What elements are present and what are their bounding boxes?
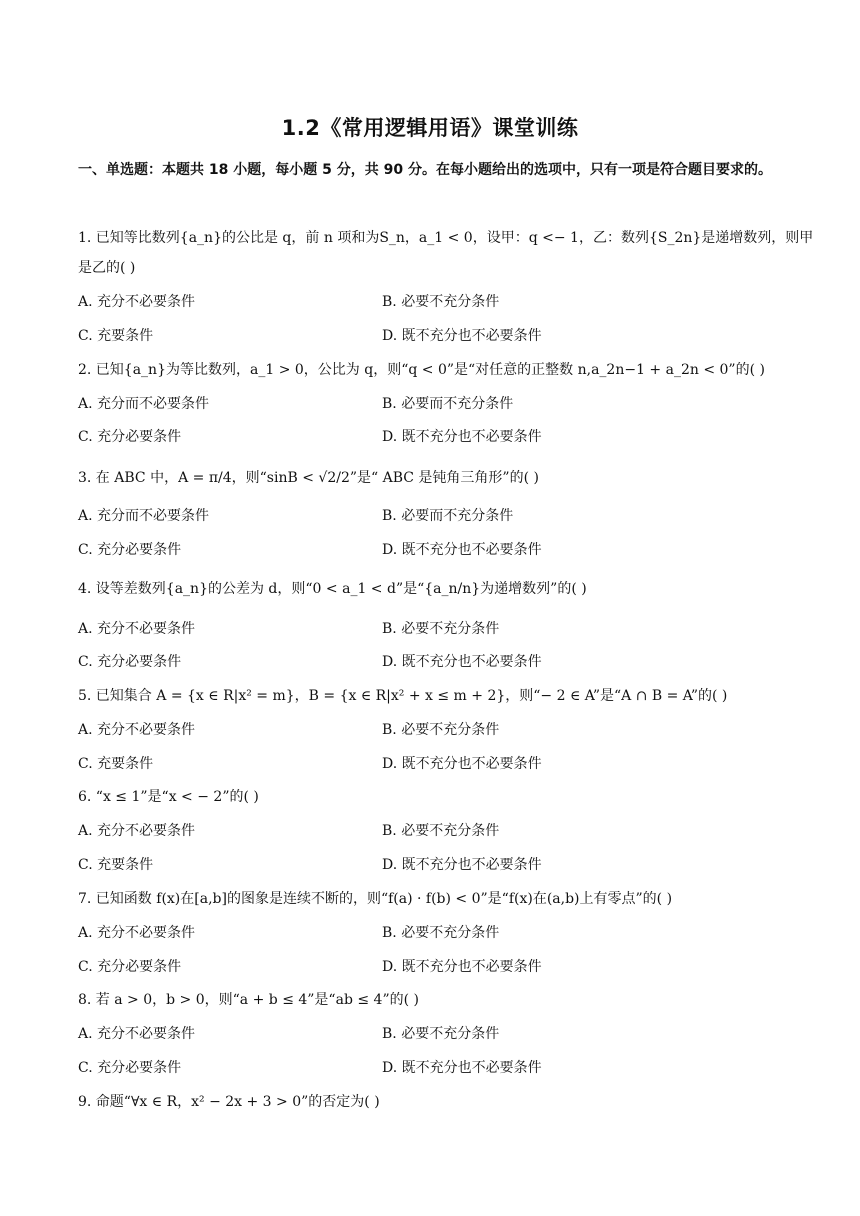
question-5-stem: 5. 已知集合 A = {x ∈ R|x² = m}，B = {x ∈ R|x² + x ≤ m + 2}，则“− 2 ∈ A”是“A ∩ B = A”的( ) — [78, 688, 728, 704]
question-7-option-c: C. 充分必要条件 — [78, 959, 182, 975]
question-1-stem-line-2: 是乙的( ) — [78, 260, 136, 276]
question-3-stem: 3. 在 ABC 中，A = π/4，则“sinB < √2/2”是“ ABC 是钝角三角形”的( ) — [78, 470, 539, 486]
page-title: 1.2《常用逻辑用语》课堂训练 — [281, 116, 579, 140]
question-6-stem: 6. “x ≤ 1”是“x < − 2”的( ) — [78, 789, 259, 805]
question-3-option-c: C. 充分必要条件 — [78, 542, 182, 558]
question-4-option-b: B. 必要不充分条件 — [382, 621, 500, 637]
question-8-option-a: A. 充分不必要条件 — [78, 1026, 196, 1042]
question-5-option-b: B. 必要不充分条件 — [382, 722, 500, 738]
question-6-option-c: C. 充要条件 — [78, 857, 154, 873]
question-4-option-c: C. 充分必要条件 — [78, 654, 182, 670]
question-2-option-b: B. 必要而不充分条件 — [382, 396, 514, 412]
question-8-option-b: B. 必要不充分条件 — [382, 1026, 500, 1042]
question-5-option-d: D. 既不充分也不必要条件 — [382, 756, 542, 772]
question-5-option-c: C. 充要条件 — [78, 756, 154, 772]
section-heading: 一、单选题：本题共 18 小题，每小题 5 分，共 90 分。在每小题给出的选项中，只有一项是符合题目要求的。 — [78, 162, 772, 178]
question-5-option-a: A. 充分不必要条件 — [78, 722, 196, 738]
question-1-option-b: B. 必要不充分条件 — [382, 294, 500, 310]
question-7-option-a: A. 充分不必要条件 — [78, 925, 196, 941]
question-3-option-d: D. 既不充分也不必要条件 — [382, 542, 542, 558]
question-4-stem: 4. 设等差数列{a_n}的公差为 d，则“0 < a_1 < d”是“{a_n/n}为递增数列”的( ) — [78, 581, 587, 597]
question-4-option-d: D. 既不充分也不必要条件 — [382, 654, 542, 670]
question-7-option-b: B. 必要不充分条件 — [382, 925, 500, 941]
question-6-option-b: B. 必要不充分条件 — [382, 823, 500, 839]
question-7-stem: 7. 已知函数 f(x)在[a,b]的图象是连续不断的，则“f(a) · f(b) < 0”是“f(x)在(a,b)上有零点”的( ) — [78, 891, 673, 907]
question-2-option-c: C. 充分必要条件 — [78, 429, 182, 445]
question-1-option-a: A. 充分不必要条件 — [78, 294, 196, 310]
question-8-option-d: D. 既不充分也不必要条件 — [382, 1060, 542, 1076]
question-8-option-c: C. 充分必要条件 — [78, 1060, 182, 1076]
question-2-stem: 2. 已知{a_n}为等比数列，a_1 > 0，公比为 q，则“q < 0”是“对任意的正整数 n,a_2n−1 + a_2n < 0”的( ) — [78, 362, 765, 378]
question-9-stem: 9. 命题“∀x ∈ R，x² − 2x + 3 > 0”的否定为( ) — [78, 1094, 380, 1110]
question-6-option-d: D. 既不充分也不必要条件 — [382, 857, 542, 873]
question-1-option-d: D. 既不充分也不必要条件 — [382, 328, 542, 344]
question-7-option-d: D. 既不充分也不必要条件 — [382, 959, 542, 975]
question-3-option-a: A. 充分而不必要条件 — [78, 508, 210, 524]
question-6-option-a: A. 充分不必要条件 — [78, 823, 196, 839]
question-1-option-c: C. 充要条件 — [78, 328, 154, 344]
question-8-stem: 8. 若 a > 0，b > 0，则“a + b ≤ 4”是“ab ≤ 4”的( ) — [78, 992, 419, 1008]
question-3-option-b: B. 必要而不充分条件 — [382, 508, 514, 524]
question-1-stem-line-1: 1. 已知等比数列{a_n}的公比是 q，前 n 项和为S_n，a_1 < 0，设甲：q <− 1，乙：数列{S_2n}是递增数列，则甲 — [78, 230, 814, 246]
question-2-option-a: A. 充分而不必要条件 — [78, 396, 210, 412]
question-4-option-a: A. 充分不必要条件 — [78, 621, 196, 637]
question-2-option-d: D. 既不充分也不必要条件 — [382, 429, 542, 445]
